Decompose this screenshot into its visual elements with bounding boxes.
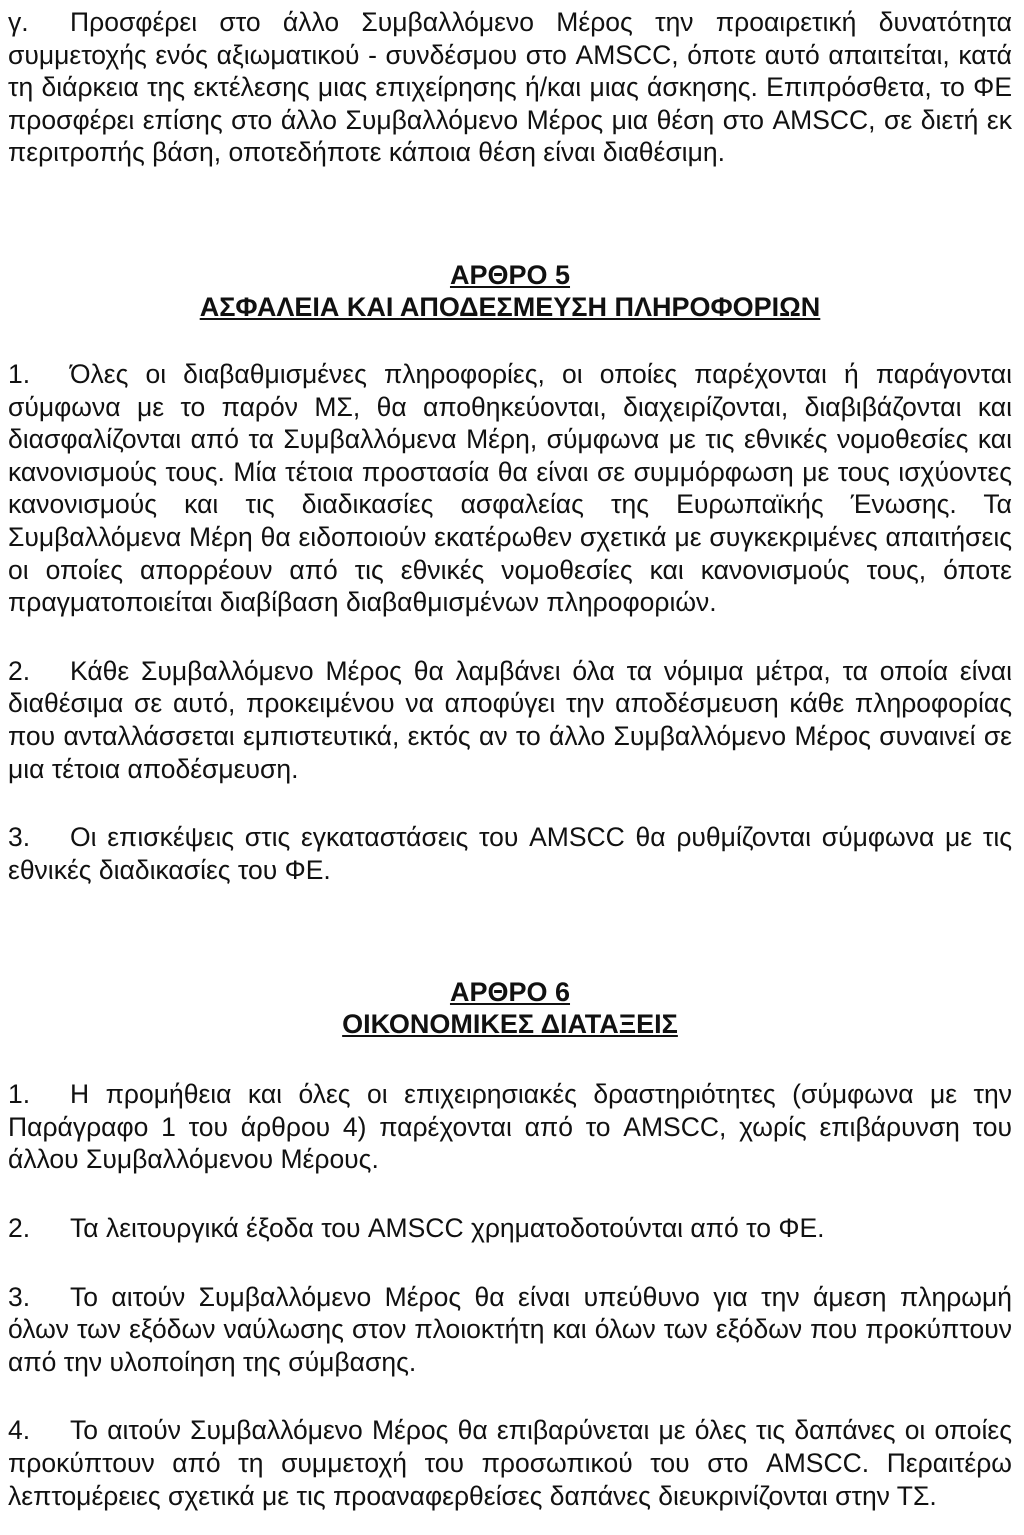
paragraph-text: Τα λειτουργικά έξοδα του AMSCC χρηματοδοτούνται από το ΦΕ. [70,1213,825,1244]
paragraph-number: 2. [8,655,31,686]
intro-label: γ. [8,7,29,37]
article5-title: ΑΡΘΡΟ 5 [449,259,571,290]
paragraph-text: Όλες οι διαβαθμισμένες πληροφορίες, οι οποίες παρέχονται ή παράγονται σύμφωνα με το παρόν ΜΣ, θα αποθηκεύονται, διαχειρίζονται, διαβιβάζονται και διασφαλίζονται από τα Συμβαλλόμενα Μέρη, σύμφωνα με τις εθνικές νομοθεσίες και κανονισμούς τους. Μία τέτοια προστασία θα είναι σε συμμόρφωση με τους ισχύοντες κανονισμούς και τις διαδικασίες ασφαλείας της Ευρωπαϊκής Ένωσης. Τα Συμβαλλόμενα Μέρη θα ειδοποιούν εκατέρωθεν σχετικά με συγκεκριμένες απαιτήσεις οι οποίες απορρέουν από τις εθνικές νομοθεσίες και κανονισμούς τους, όποτε πραγματοποιείται διαβίβαση διαβαθμισμένων πληροφοριών. [8,358,1012,618]
paragraph-number: 4. [8,1415,31,1446]
article6-paragraph-1 [8,1078,1012,1176]
article6-paragraph-2 [8,1212,1012,1245]
paragraph-number: 1. [8,1079,31,1110]
article5-subtitle: ΑΣΦΑΛΕΙΑ ΚΑΙ ΑΠΟΔΕΣΜΕΥΣΗ ΠΛΗΡΟΦΟΡΙΩΝ [199,291,821,322]
paragraph-text: Η προμήθεια και όλες οι επιχειρησιακές δραστηριότητες (σύμφωνα με την Παράγραφο 1 του άρθρου 4) παρέχονται από το AMSCC, χωρίς επιβάρυνση του άλλου Συμβαλλόμενου Μέρους. [8,1079,1012,1175]
paragraph-text: Το αιτούν Συμβαλλόμενο Μέρος θα επιβαρύνεται με όλες τις δαπάνες οι οποίες προκύπτουν από τη συμμετοχή του προσωπικού του στο AMSCC. Περαιτέρω λεπτομέρειες σχετικά με τις προαναφερθείσες δαπάνες διευκρινίζονται στην ΤΣ. [8,1415,1012,1511]
article6-title: ΑΡΘΡΟ 6 [449,977,571,1008]
article6-paragraph-3 [8,1281,1012,1379]
article6-subtitle: ΟΙΚΟΝΟΜΙΚΕΣ ΔΙΑΤΑΞΕΙΣ [342,1009,678,1040]
article5-paragraph-3 [8,821,1012,886]
paragraph-number: 2. [8,1213,31,1244]
paragraph-number: 3. [8,822,31,853]
article5-paragraph-1 [8,358,1012,619]
paragraph-text: Κάθε Συμβαλλόμενο Μέρος θα λαμβάνει όλα τα νόμιμα μέτρα, τα οποία είναι διαθέσιμα σε αυτό, προκειμένου να αποφύγει την αποδέσμευση κάθε πληροφορίας που ανταλλάσσεται εμπιστευτικά, εκτός αν το άλλο Συμβαλλόμενο Μέρος συναινεί σε μια τέτοια αποδέσμευση. [8,655,1012,784]
intro-paragraph [8,6,1012,169]
document-page [8,6,1012,1512]
paragraph-number: 1. [8,358,31,389]
paragraph-number: 3. [8,1281,31,1312]
paragraph-text: Οι επισκέψεις στις εγκαταστάσεις του AMSCC θα ρυθμίζονται σύμφωνα με τις εθνικές διαδικασίες του ΦΕ. [8,822,1012,885]
article5-paragraph-2 [8,655,1012,785]
paragraph-text: Το αιτούν Συμβαλλόμενο Μέρος θα είναι υπεύθυνο για την άμεση πληρωμή όλων των εξόδων ναύλωσης στον πλοιοκτήτη και όλων των εξόδων που προκύπτουν από την υλοποίηση της σύμβασης. [8,1281,1012,1377]
intro-text: Προσφέρει στο άλλο Συμβαλλόμενο Μέρος την προαιρετική δυνατότητα συμμετοχής ενός αξιωματικού - συνδέσμου στο AMSCC, όποτε αυτό απαιτείται, κατά τη διάρκεια της εκτέλεσης μιας επιχείρησης ή/και μιας άσκησης. Επιπρόσθετα, το ΦΕ προσφέρει επίσης στο άλλο Συμβαλλόμενο Μέρος μια θέση στο AMSCC, σε διετή εκ περιτροπής βάση, οποτεδήποτε κάποια θέση είναι διαθέσιμη. [8,7,1012,168]
article6-paragraph-4 [8,1414,1012,1512]
